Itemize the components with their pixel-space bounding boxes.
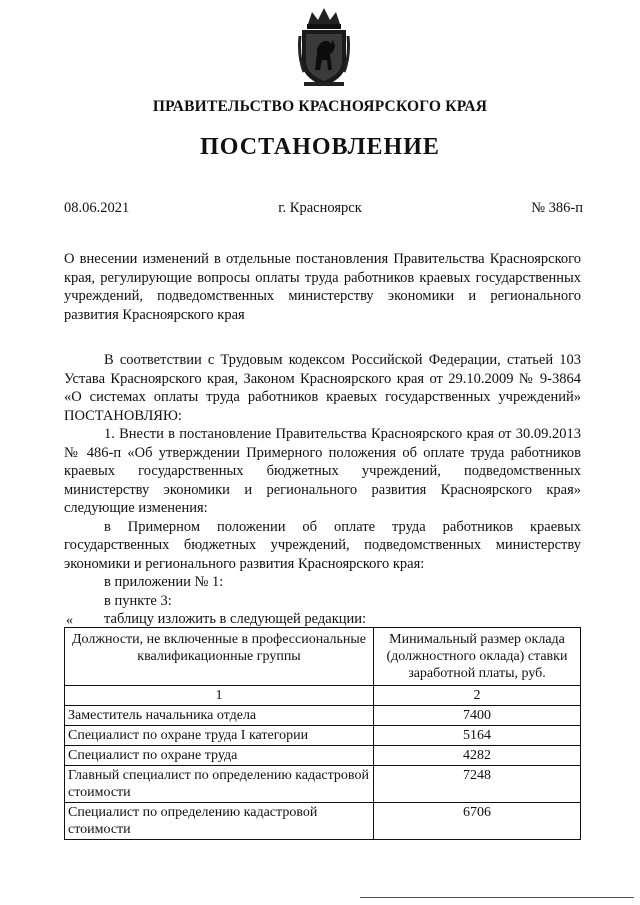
table-row (65, 726, 581, 746)
position-cell: Специалист по охране труда (65, 746, 374, 766)
opening-quote-mark: « (66, 613, 73, 628)
page-bottom-rule (360, 897, 634, 898)
table-column-numbers-row (65, 686, 581, 706)
salary-table (64, 627, 581, 840)
position-cell: Главный специалист по определению кадастровой стоимости (65, 766, 374, 803)
salary-cell: 5164 (374, 726, 581, 746)
body-line: в пункте 3: (104, 592, 172, 609)
coat-of-arms-icon (298, 6, 350, 88)
body-line: таблицу изложить в следующей редакции: (104, 611, 367, 627)
position-cell: Специалист по охране труда I категории (65, 726, 374, 746)
table-header-salary: Минимальный размер оклада (должностного оклада) ставки заработной платы, руб. (374, 628, 581, 686)
table-header-position: Должности, не включенные в профессиональные квалификационные группы (65, 628, 374, 686)
document-subject: О внесении изменений в отдельные постановления Правительства Красноярского края, регулирующие вопросы оплаты труда работников краевых государственных учреждений, подведомственных министерству экономики и регионального развития Красноярского края (64, 251, 581, 323)
table-header-row (65, 628, 581, 686)
table-row (65, 803, 581, 840)
table-row (65, 746, 581, 766)
salary-cell: 7400 (374, 706, 581, 726)
column-number: 2 (374, 686, 581, 706)
position-cell: Заместитель начальника отдела (65, 706, 374, 726)
body-paragraph: В соответствии с Трудовым кодексом Российской Федерации, статьей 103 Устава Красноярского края, Законом Красноярского края от 29.10.2009 № 9-3864 «О системах оплаты труда работников краевых государственных учреждений» ПОСТАНОВЛЯЮ: (64, 352, 581, 424)
table-row (65, 706, 581, 726)
salary-cell: 6706 (374, 803, 581, 840)
document-date: 08.06.2021 (64, 200, 130, 216)
salary-cell: 7248 (374, 766, 581, 803)
document-number: № 386-п (531, 200, 583, 216)
salary-cell: 4282 (374, 746, 581, 766)
position-cell: Специалист по определению кадастровой стоимости (65, 803, 374, 840)
document-city: г. Красноярск (278, 200, 362, 216)
body-paragraph: 1. Внести в постановление Правительства Красноярского края от 30.09.2013 № 486-п «Об утверждении Примерного положения об оплате труда работников краевых государственных бюджетных учреждений, подведомственных министерству экономики и регионального развития Красноярского края» следующие изменения: (64, 426, 581, 516)
column-number: 1 (65, 686, 374, 706)
government-title: ПРАВИТЕЛЬСТВО КРАСНОЯРСКОГО КРАЯ (152, 98, 488, 115)
body-line: в приложении № 1: (104, 574, 224, 590)
document-type-title: ПОСТАНОВЛЕНИЕ (200, 134, 440, 160)
document-body (64, 351, 581, 629)
body-paragraph: в Примерном положении об оплате труда работников краевых государственных бюджетных учреждений, подведомственных министерству экономики и регионального развития Красноярского края: (64, 518, 581, 572)
table-row (65, 766, 581, 803)
